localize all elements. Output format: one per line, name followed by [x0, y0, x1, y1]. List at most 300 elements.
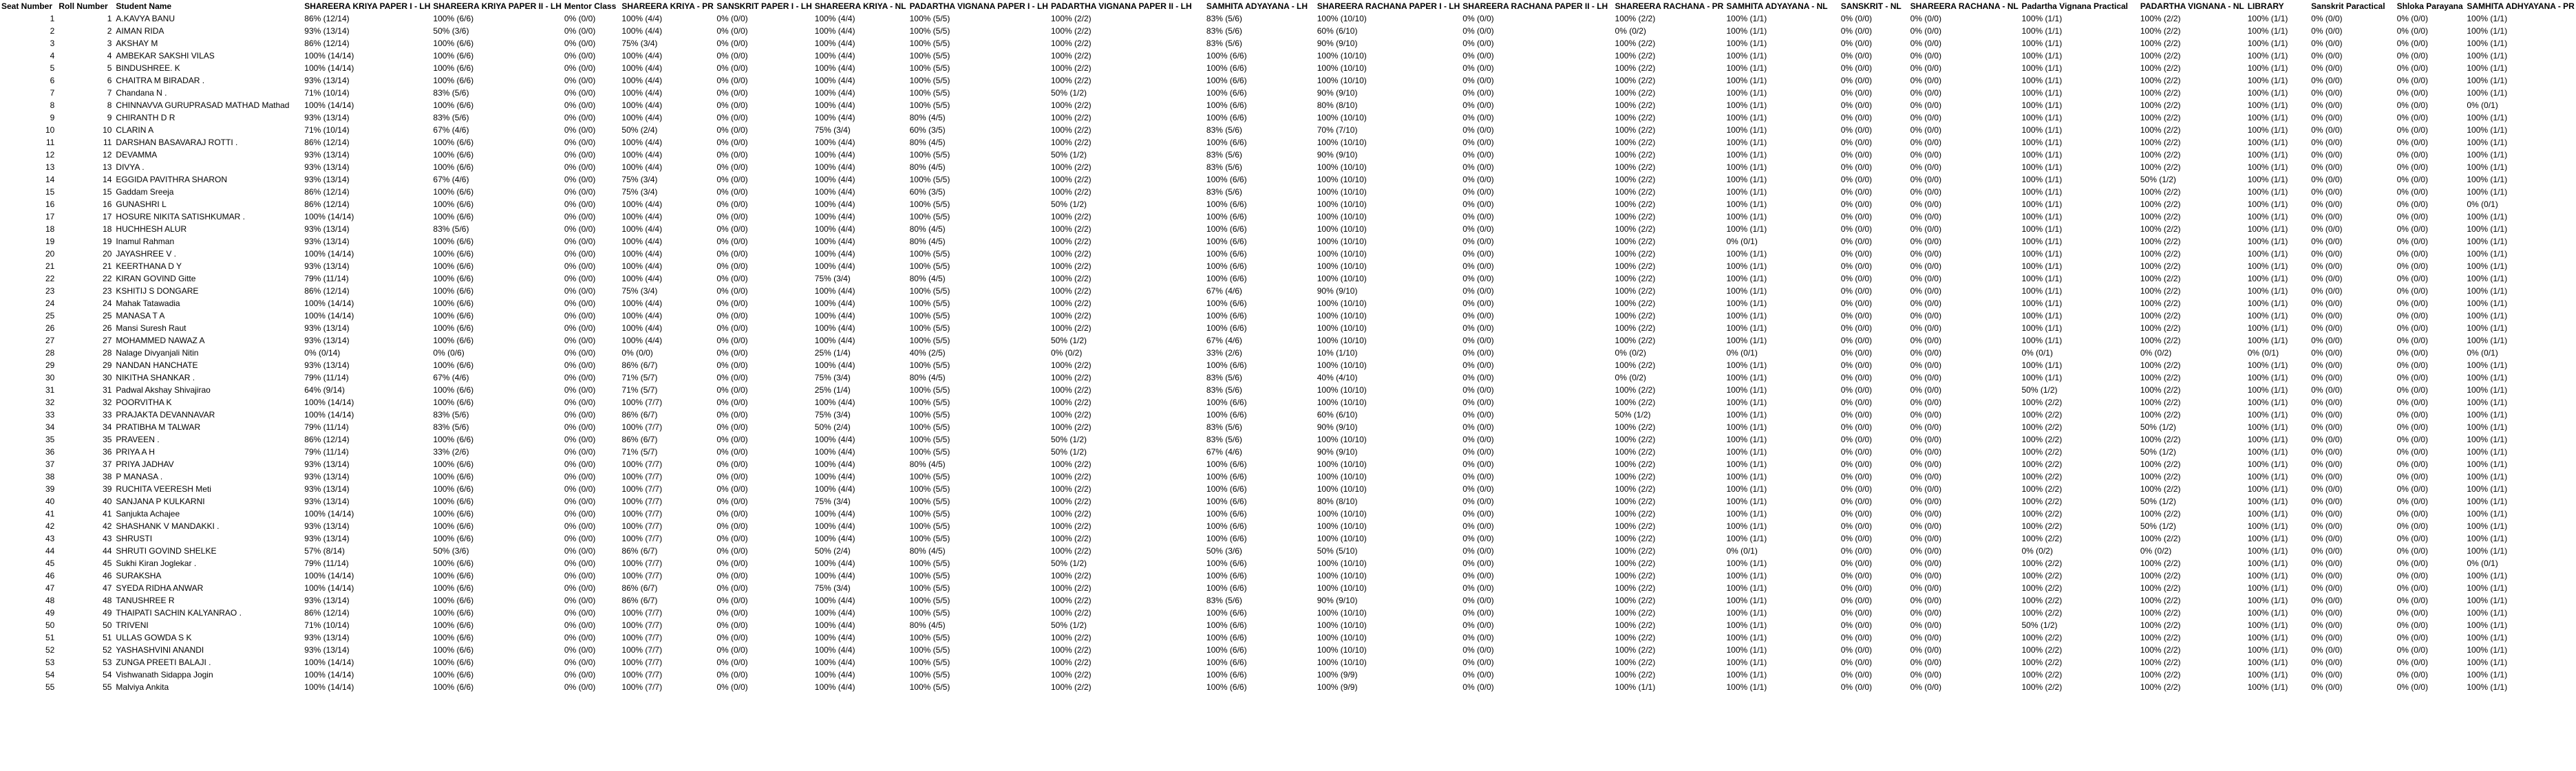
- attendance-cell[interactable]: 0% (0/0): [1840, 682, 1873, 692]
- attendance-cell[interactable]: 0% (0/0): [2311, 373, 2343, 382]
- attendance-cell[interactable]: 100% (2/2): [1050, 472, 1092, 481]
- attendance-cell[interactable]: 100% (2/2): [1050, 658, 1092, 667]
- attendance-cell[interactable]: 0% (0/0): [1462, 546, 1494, 556]
- attendance-cell[interactable]: 100% (6/6): [433, 633, 474, 642]
- attendance-cell[interactable]: 100% (5/5): [909, 286, 950, 296]
- attendance-cell[interactable]: 0% (0/0): [2396, 286, 2428, 296]
- seat-number-cell[interactable]: 24: [45, 298, 55, 308]
- attendance-cell[interactable]: 100% (2/2): [2021, 497, 2063, 506]
- attendance-cell[interactable]: 100% (2/2): [1615, 546, 1656, 556]
- column-header[interactable]: SANSKRIT PAPER I - LH: [716, 1, 812, 11]
- roll-number-cell[interactable]: 1: [107, 14, 112, 23]
- attendance-cell[interactable]: 100% (2/2): [1615, 447, 1656, 457]
- attendance-cell[interactable]: 100% (2/2): [1615, 261, 1656, 271]
- attendance-cell[interactable]: 100% (5/5): [909, 658, 950, 667]
- attendance-cell[interactable]: 83% (5/6): [433, 88, 469, 98]
- seat-number-cell[interactable]: 27: [45, 336, 55, 345]
- attendance-cell[interactable]: 100% (1/1): [1726, 199, 1767, 209]
- attendance-cell[interactable]: 0% (0/0): [1910, 274, 1941, 283]
- attendance-cell[interactable]: 0% (0/0): [2396, 546, 2428, 556]
- roll-number-cell[interactable]: 10: [103, 125, 112, 135]
- attendance-cell[interactable]: 100% (2/2): [1615, 422, 1656, 432]
- attendance-cell[interactable]: 0% (0/0): [716, 682, 748, 692]
- attendance-cell[interactable]: 100% (14/14): [304, 100, 354, 110]
- attendance-cell[interactable]: 100% (10/10): [1317, 162, 1367, 172]
- attendance-cell[interactable]: 100% (4/4): [621, 212, 663, 221]
- attendance-cell[interactable]: 0% (0/0): [2311, 286, 2343, 296]
- attendance-cell[interactable]: 71% (5/7): [621, 373, 658, 382]
- attendance-cell[interactable]: 100% (6/6): [433, 187, 474, 197]
- attendance-cell[interactable]: 50% (1/2): [1050, 336, 1087, 345]
- attendance-cell[interactable]: 0% (0/0): [2311, 199, 2343, 209]
- attendance-cell[interactable]: 100% (10/10): [1317, 237, 1367, 246]
- attendance-cell[interactable]: 80% (4/5): [909, 546, 946, 556]
- attendance-cell[interactable]: 100% (4/4): [621, 237, 663, 246]
- attendance-cell[interactable]: 100% (6/6): [1206, 472, 1247, 481]
- attendance-cell[interactable]: 100% (4/4): [621, 336, 663, 345]
- attendance-cell[interactable]: 71% (5/7): [621, 447, 658, 457]
- attendance-cell[interactable]: 100% (4/4): [814, 558, 855, 568]
- attendance-cell[interactable]: 100% (1/1): [2247, 682, 2288, 692]
- attendance-cell[interactable]: 0% (0/0): [564, 76, 596, 85]
- attendance-cell[interactable]: 100% (1/1): [2247, 162, 2288, 172]
- attendance-cell[interactable]: 100% (4/4): [814, 608, 855, 618]
- attendance-cell[interactable]: 100% (2/2): [1615, 596, 1656, 605]
- attendance-cell[interactable]: 100% (2/2): [1050, 459, 1092, 469]
- attendance-cell[interactable]: 100% (1/1): [2467, 249, 2508, 259]
- attendance-cell[interactable]: 100% (10/10): [1317, 534, 1367, 543]
- attendance-cell[interactable]: 100% (4/4): [621, 150, 663, 160]
- seat-number-cell[interactable]: 25: [45, 311, 55, 321]
- attendance-cell[interactable]: 100% (2/2): [1050, 187, 1092, 197]
- student-name-cell[interactable]: YASHASHVINI ANANDI: [116, 645, 204, 655]
- attendance-cell[interactable]: 0% (0/0): [1910, 175, 1941, 184]
- seat-number-cell[interactable]: 22: [45, 274, 55, 283]
- attendance-cell[interactable]: 100% (1/1): [2021, 113, 2063, 122]
- attendance-cell[interactable]: 79% (11/14): [304, 274, 349, 283]
- attendance-cell[interactable]: 100% (1/1): [2247, 311, 2288, 321]
- attendance-cell[interactable]: 100% (1/1): [2247, 150, 2288, 160]
- attendance-cell[interactable]: 100% (6/6): [433, 360, 474, 370]
- attendance-cell[interactable]: 0% (0/0): [2396, 509, 2428, 519]
- attendance-cell[interactable]: 0% (0/0): [564, 199, 596, 209]
- attendance-cell[interactable]: 0% (0/0): [1840, 435, 1873, 444]
- attendance-cell[interactable]: 0% (0/0): [564, 472, 596, 481]
- attendance-cell[interactable]: 93% (13/14): [304, 472, 350, 481]
- attendance-cell[interactable]: 100% (1/1): [2021, 311, 2063, 321]
- attendance-cell[interactable]: 100% (1/1): [1726, 274, 1767, 283]
- attendance-cell[interactable]: 0% (0/0): [2396, 620, 2428, 630]
- roll-number-cell[interactable]: 23: [103, 286, 112, 296]
- attendance-cell[interactable]: 100% (10/10): [1317, 459, 1367, 469]
- attendance-cell[interactable]: 100% (5/5): [909, 336, 950, 345]
- attendance-cell[interactable]: 100% (1/1): [1726, 670, 1767, 680]
- attendance-cell[interactable]: 75% (3/4): [621, 175, 658, 184]
- attendance-cell[interactable]: 0% (0/0): [1462, 212, 1494, 221]
- attendance-cell[interactable]: 100% (4/4): [814, 162, 855, 172]
- student-name-cell[interactable]: ULLAS GOWDA S K: [116, 633, 192, 642]
- attendance-cell[interactable]: 100% (10/10): [1317, 484, 1367, 494]
- attendance-cell[interactable]: 67% (4/6): [1206, 286, 1242, 296]
- attendance-cell[interactable]: 100% (6/6): [433, 311, 474, 321]
- attendance-cell[interactable]: 0% (0/0): [1840, 51, 1873, 61]
- attendance-cell[interactable]: 100% (1/1): [2021, 88, 2063, 98]
- attendance-cell[interactable]: 100% (2/2): [1615, 150, 1656, 160]
- attendance-cell[interactable]: 100% (2/2): [2140, 484, 2181, 494]
- attendance-cell[interactable]: 100% (2/2): [1615, 162, 1656, 172]
- attendance-cell[interactable]: 75% (3/4): [621, 187, 658, 197]
- student-name-cell[interactable]: DARSHAN BASAVARAJ ROTTI .: [116, 138, 238, 147]
- attendance-cell[interactable]: 100% (10/10): [1317, 472, 1367, 481]
- attendance-cell[interactable]: 100% (1/1): [2467, 150, 2508, 160]
- attendance-cell[interactable]: 100% (2/2): [2140, 509, 2181, 519]
- attendance-cell[interactable]: 0% (0/0): [1462, 682, 1494, 692]
- attendance-cell[interactable]: 100% (14/14): [304, 583, 354, 593]
- attendance-cell[interactable]: 0% (0/0): [1462, 323, 1494, 333]
- attendance-cell[interactable]: 100% (2/2): [2140, 274, 2181, 283]
- attendance-cell[interactable]: 83% (5/6): [1206, 14, 1242, 23]
- attendance-cell[interactable]: 0% (0/0): [2311, 596, 2343, 605]
- roll-number-cell[interactable]: 13: [103, 162, 112, 172]
- attendance-cell[interactable]: 0% (0/0): [1910, 645, 1941, 655]
- attendance-cell[interactable]: 0% (0/1): [1726, 348, 1758, 358]
- attendance-cell[interactable]: 0% (0/0): [1462, 633, 1494, 642]
- attendance-cell[interactable]: 50% (1/2): [1050, 88, 1087, 98]
- attendance-cell[interactable]: 64% (9/14): [304, 385, 345, 395]
- attendance-cell[interactable]: 100% (1/1): [2247, 212, 2288, 221]
- attendance-cell[interactable]: 83% (5/6): [433, 113, 469, 122]
- attendance-cell[interactable]: 100% (1/1): [1726, 336, 1767, 345]
- attendance-cell[interactable]: 0% (0/0): [1462, 658, 1494, 667]
- attendance-cell[interactable]: 67% (4/6): [433, 175, 469, 184]
- attendance-cell[interactable]: 100% (2/2): [2021, 447, 2063, 457]
- attendance-cell[interactable]: 100% (10/10): [1317, 435, 1367, 444]
- attendance-cell[interactable]: 100% (1/1): [2467, 336, 2508, 345]
- attendance-cell[interactable]: 0% (0/0): [1910, 435, 1941, 444]
- attendance-cell[interactable]: 100% (2/2): [1050, 311, 1092, 321]
- attendance-cell[interactable]: 100% (6/6): [1206, 63, 1247, 73]
- attendance-cell[interactable]: 100% (2/2): [1615, 459, 1656, 469]
- attendance-cell[interactable]: 100% (10/10): [1317, 261, 1367, 271]
- attendance-cell[interactable]: 0% (0/0): [1840, 385, 1873, 395]
- attendance-cell[interactable]: 0% (0/1): [2467, 100, 2498, 110]
- attendance-cell[interactable]: 100% (4/4): [814, 447, 855, 457]
- attendance-cell[interactable]: 100% (1/1): [2247, 199, 2288, 209]
- column-header[interactable]: Roll Number: [58, 1, 108, 11]
- roll-number-cell[interactable]: 28: [103, 348, 112, 358]
- attendance-cell[interactable]: 100% (7/7): [621, 472, 663, 481]
- attendance-cell[interactable]: 100% (2/2): [1050, 682, 1092, 692]
- attendance-cell[interactable]: 100% (4/4): [814, 571, 855, 580]
- attendance-cell[interactable]: 100% (1/1): [2247, 447, 2288, 457]
- roll-number-cell[interactable]: 22: [103, 274, 112, 283]
- seat-number-cell[interactable]: 52: [45, 645, 55, 655]
- attendance-cell[interactable]: 83% (5/6): [1206, 187, 1242, 197]
- attendance-cell[interactable]: 100% (2/2): [1615, 571, 1656, 580]
- attendance-cell[interactable]: 100% (6/6): [1206, 138, 1247, 147]
- attendance-cell[interactable]: 100% (5/5): [909, 88, 950, 98]
- attendance-cell[interactable]: 0% (0/0): [716, 373, 748, 382]
- attendance-cell[interactable]: 0% (0/0): [2396, 447, 2428, 457]
- attendance-cell[interactable]: 0% (0/1): [1726, 546, 1758, 556]
- attendance-cell[interactable]: 0% (0/0): [2311, 63, 2343, 73]
- roll-number-cell[interactable]: 30: [103, 373, 112, 382]
- attendance-cell[interactable]: 83% (5/6): [1206, 125, 1242, 135]
- attendance-cell[interactable]: 80% (4/5): [909, 224, 946, 234]
- attendance-cell[interactable]: 0% (0/0): [1840, 212, 1873, 221]
- attendance-cell[interactable]: 100% (1/1): [1726, 150, 1767, 160]
- attendance-cell[interactable]: 100% (14/14): [304, 298, 354, 308]
- attendance-cell[interactable]: 100% (1/1): [2247, 472, 2288, 481]
- attendance-cell[interactable]: 100% (5/5): [909, 26, 950, 36]
- attendance-cell[interactable]: 100% (1/1): [2467, 373, 2508, 382]
- attendance-cell[interactable]: 100% (1/1): [2467, 608, 2508, 618]
- attendance-cell[interactable]: 0% (0/0): [1910, 261, 1941, 271]
- attendance-cell[interactable]: 0% (0/0): [564, 398, 596, 407]
- attendance-cell[interactable]: 100% (6/6): [1206, 670, 1247, 680]
- attendance-cell[interactable]: 83% (5/6): [1206, 422, 1242, 432]
- attendance-cell[interactable]: 100% (7/7): [621, 558, 663, 568]
- attendance-cell[interactable]: 100% (7/7): [621, 670, 663, 680]
- attendance-cell[interactable]: 93% (13/14): [304, 534, 350, 543]
- attendance-cell[interactable]: 0% (0/0): [1462, 274, 1494, 283]
- attendance-cell[interactable]: 100% (2/2): [1615, 558, 1656, 568]
- attendance-cell[interactable]: 100% (4/4): [814, 51, 855, 61]
- attendance-cell[interactable]: 0% (0/0): [1840, 187, 1873, 197]
- attendance-cell[interactable]: 100% (5/5): [909, 484, 950, 494]
- attendance-cell[interactable]: 93% (13/14): [304, 26, 350, 36]
- attendance-cell[interactable]: 0% (0/0): [2396, 633, 2428, 642]
- attendance-cell[interactable]: 86% (12/14): [304, 435, 350, 444]
- attendance-cell[interactable]: 100% (1/1): [2467, 311, 2508, 321]
- attendance-cell[interactable]: 0% (0/0): [2311, 670, 2343, 680]
- attendance-cell[interactable]: 0% (0/0): [1462, 360, 1494, 370]
- attendance-cell[interactable]: 80% (4/5): [909, 113, 946, 122]
- attendance-cell[interactable]: 100% (1/1): [2247, 608, 2288, 618]
- attendance-cell[interactable]: 0% (0/0): [564, 212, 596, 221]
- attendance-cell[interactable]: 100% (2/2): [1615, 175, 1656, 184]
- attendance-cell[interactable]: 90% (9/10): [1317, 286, 1358, 296]
- attendance-cell[interactable]: 0% (0/0): [2311, 484, 2343, 494]
- student-name-cell[interactable]: KEERTHANA D Y: [116, 261, 182, 271]
- student-name-cell[interactable]: HOSURE NIKITA SATISHKUMAR .: [116, 212, 246, 221]
- seat-number-cell[interactable]: 2: [50, 26, 55, 36]
- attendance-cell[interactable]: 100% (5/5): [909, 447, 950, 457]
- attendance-cell[interactable]: 0% (0/0): [1462, 26, 1494, 36]
- attendance-cell[interactable]: 0% (0/0): [1840, 484, 1873, 494]
- attendance-cell[interactable]: 86% (12/14): [304, 14, 350, 23]
- attendance-cell[interactable]: 100% (7/7): [621, 398, 663, 407]
- attendance-cell[interactable]: 100% (2/2): [1615, 76, 1656, 85]
- attendance-cell[interactable]: 100% (4/4): [621, 63, 663, 73]
- student-name-cell[interactable]: NIKITHA SHANKAR .: [116, 373, 195, 382]
- attendance-cell[interactable]: 100% (4/4): [814, 336, 855, 345]
- attendance-cell[interactable]: 0% (0/0): [2396, 435, 2428, 444]
- seat-number-cell[interactable]: 17: [45, 212, 55, 221]
- attendance-cell[interactable]: 86% (12/14): [304, 187, 350, 197]
- attendance-cell[interactable]: 100% (6/6): [1206, 459, 1247, 469]
- attendance-cell[interactable]: 0% (0/0): [1910, 63, 1941, 73]
- attendance-cell[interactable]: 100% (4/4): [814, 311, 855, 321]
- seat-number-cell[interactable]: 16: [45, 199, 55, 209]
- attendance-cell[interactable]: 100% (4/4): [621, 14, 663, 23]
- attendance-cell[interactable]: 0% (0/0): [564, 26, 596, 36]
- attendance-cell[interactable]: 0% (0/0): [2311, 497, 2343, 506]
- roll-number-cell[interactable]: 55: [103, 682, 112, 692]
- attendance-cell[interactable]: 0% (0/0): [564, 447, 596, 457]
- attendance-cell[interactable]: 100% (10/10): [1317, 360, 1367, 370]
- attendance-cell[interactable]: 71% (10/14): [304, 125, 350, 135]
- attendance-cell[interactable]: 100% (1/1): [2247, 39, 2288, 48]
- attendance-cell[interactable]: 100% (2/2): [2140, 100, 2181, 110]
- attendance-cell[interactable]: 100% (2/2): [1615, 199, 1656, 209]
- attendance-cell[interactable]: 100% (5/5): [909, 571, 950, 580]
- attendance-cell[interactable]: 100% (1/1): [2467, 360, 2508, 370]
- attendance-cell[interactable]: 0% (0/0): [564, 373, 596, 382]
- attendance-cell[interactable]: 100% (4/4): [814, 286, 855, 296]
- attendance-cell[interactable]: 0% (0/0): [716, 546, 748, 556]
- student-name-cell[interactable]: HUCHHESH ALUR: [116, 224, 187, 234]
- attendance-cell[interactable]: 100% (1/1): [2247, 26, 2288, 36]
- attendance-cell[interactable]: 0% (0/0): [2311, 571, 2343, 580]
- attendance-cell[interactable]: 100% (10/10): [1317, 249, 1367, 259]
- attendance-cell[interactable]: 100% (6/6): [433, 645, 474, 655]
- attendance-cell[interactable]: 100% (2/2): [1050, 608, 1092, 618]
- attendance-cell[interactable]: 0% (0/0): [1462, 472, 1494, 481]
- roll-number-cell[interactable]: 45: [103, 558, 112, 568]
- student-name-cell[interactable]: Chandana N .: [116, 88, 167, 98]
- attendance-cell[interactable]: 0% (0/0): [716, 63, 748, 73]
- attendance-cell[interactable]: 100% (2/2): [2140, 373, 2181, 382]
- attendance-cell[interactable]: 100% (1/1): [2247, 422, 2288, 432]
- attendance-cell[interactable]: 0% (0/0): [716, 484, 748, 494]
- attendance-cell[interactable]: 0% (0/0): [1910, 484, 1941, 494]
- attendance-cell[interactable]: 100% (1/1): [2247, 633, 2288, 642]
- attendance-cell[interactable]: 0% (0/0): [1462, 199, 1494, 209]
- attendance-cell[interactable]: 100% (2/2): [2140, 670, 2181, 680]
- attendance-cell[interactable]: 71% (5/7): [621, 385, 658, 395]
- attendance-cell[interactable]: 100% (4/4): [814, 187, 855, 197]
- attendance-cell[interactable]: 0% (0/0): [564, 286, 596, 296]
- attendance-cell[interactable]: 100% (1/1): [2021, 63, 2063, 73]
- attendance-cell[interactable]: 100% (7/7): [621, 497, 663, 506]
- attendance-cell[interactable]: 100% (1/1): [1726, 558, 1767, 568]
- attendance-cell[interactable]: 100% (1/1): [2467, 658, 2508, 667]
- attendance-cell[interactable]: 0% (0/0): [1840, 670, 1873, 680]
- attendance-cell[interactable]: 100% (2/2): [2021, 658, 2063, 667]
- attendance-cell[interactable]: 100% (1/1): [1726, 100, 1767, 110]
- attendance-cell[interactable]: 0% (0/0): [1840, 199, 1873, 209]
- attendance-cell[interactable]: 100% (6/6): [1206, 682, 1247, 692]
- attendance-cell[interactable]: 100% (2/2): [2140, 199, 2181, 209]
- attendance-cell[interactable]: 100% (1/1): [2467, 398, 2508, 407]
- attendance-cell[interactable]: 100% (2/2): [1050, 633, 1092, 642]
- attendance-cell[interactable]: 0% (0/0): [1840, 410, 1873, 420]
- attendance-cell[interactable]: 93% (13/14): [304, 323, 350, 333]
- attendance-cell[interactable]: 100% (4/4): [814, 237, 855, 246]
- attendance-cell[interactable]: 100% (5/5): [909, 249, 950, 259]
- attendance-cell[interactable]: 93% (13/14): [304, 596, 350, 605]
- attendance-cell[interactable]: 100% (1/1): [1726, 360, 1767, 370]
- attendance-cell[interactable]: 0% (0/0): [2311, 459, 2343, 469]
- attendance-cell[interactable]: 100% (1/1): [1726, 39, 1767, 48]
- attendance-cell[interactable]: 100% (6/6): [1206, 497, 1247, 506]
- seat-number-cell[interactable]: 55: [45, 682, 55, 692]
- attendance-cell[interactable]: 100% (1/1): [1726, 534, 1767, 543]
- attendance-cell[interactable]: 40% (4/10): [1317, 373, 1358, 382]
- attendance-cell[interactable]: 100% (6/6): [1206, 410, 1247, 420]
- attendance-cell[interactable]: 100% (4/4): [814, 26, 855, 36]
- attendance-cell[interactable]: 0% (0/0): [2311, 348, 2343, 358]
- roll-number-cell[interactable]: 21: [103, 261, 112, 271]
- attendance-cell[interactable]: 0% (0/0): [716, 249, 748, 259]
- attendance-cell[interactable]: 0% (0/0): [2311, 249, 2343, 259]
- roll-number-cell[interactable]: 16: [103, 199, 112, 209]
- attendance-cell[interactable]: 50% (5/10): [1317, 546, 1358, 556]
- roll-number-cell[interactable]: 34: [103, 422, 112, 432]
- attendance-cell[interactable]: 100% (1/1): [2247, 360, 2288, 370]
- attendance-cell[interactable]: 79% (11/14): [304, 422, 349, 432]
- attendance-cell[interactable]: 0% (0/0): [564, 237, 596, 246]
- attendance-cell[interactable]: 80% (8/10): [1317, 497, 1358, 506]
- attendance-cell[interactable]: 100% (4/4): [814, 199, 855, 209]
- attendance-cell[interactable]: 100% (2/2): [1050, 398, 1092, 407]
- attendance-cell[interactable]: 100% (1/1): [2467, 187, 2508, 197]
- attendance-cell[interactable]: 0% (0/0): [2396, 63, 2428, 73]
- attendance-cell[interactable]: 100% (1/1): [2467, 298, 2508, 308]
- attendance-cell[interactable]: 100% (6/6): [433, 497, 474, 506]
- attendance-cell[interactable]: 100% (2/2): [1050, 175, 1092, 184]
- attendance-cell[interactable]: 0% (0/0): [1910, 150, 1941, 160]
- seat-number-cell[interactable]: 19: [45, 237, 55, 246]
- roll-number-cell[interactable]: 4: [107, 51, 112, 61]
- attendance-cell[interactable]: 100% (7/7): [621, 521, 663, 531]
- attendance-cell[interactable]: 0% (0/0): [716, 521, 748, 531]
- attendance-cell[interactable]: 79% (11/14): [304, 373, 349, 382]
- attendance-cell[interactable]: 71% (10/14): [304, 88, 350, 98]
- roll-number-cell[interactable]: 39: [103, 484, 112, 494]
- attendance-cell[interactable]: 100% (2/2): [1050, 76, 1092, 85]
- attendance-cell[interactable]: 100% (6/6): [433, 558, 474, 568]
- attendance-cell[interactable]: 100% (5/5): [909, 497, 950, 506]
- attendance-cell[interactable]: 100% (1/1): [2467, 670, 2508, 680]
- attendance-cell[interactable]: 100% (1/1): [2021, 261, 2063, 271]
- attendance-cell[interactable]: 100% (2/2): [1050, 571, 1092, 580]
- roll-number-cell[interactable]: 8: [107, 100, 112, 110]
- attendance-cell[interactable]: 100% (2/2): [2140, 583, 2181, 593]
- attendance-cell[interactable]: 100% (1/1): [2467, 224, 2508, 234]
- attendance-cell[interactable]: 0% (0/0): [1462, 88, 1494, 98]
- student-name-cell[interactable]: TANUSHREE R: [116, 596, 175, 605]
- attendance-cell[interactable]: 100% (2/2): [2140, 658, 2181, 667]
- attendance-cell[interactable]: 100% (1/1): [1726, 658, 1767, 667]
- column-header[interactable]: SAMHITA ADHYAYANA - PR: [2467, 1, 2575, 11]
- attendance-cell[interactable]: 0% (0/0): [564, 633, 596, 642]
- attendance-cell[interactable]: 100% (6/6): [433, 670, 474, 680]
- attendance-cell[interactable]: 100% (1/1): [2467, 534, 2508, 543]
- attendance-cell[interactable]: 0% (0/0): [1462, 261, 1494, 271]
- attendance-cell[interactable]: 0% (0/0): [564, 558, 596, 568]
- attendance-cell[interactable]: 100% (1/1): [2247, 558, 2288, 568]
- attendance-cell[interactable]: 86% (6/7): [621, 435, 658, 444]
- attendance-cell[interactable]: 0% (0/0): [716, 645, 748, 655]
- attendance-cell[interactable]: 80% (4/5): [909, 274, 946, 283]
- attendance-cell[interactable]: 100% (1/1): [2247, 509, 2288, 519]
- attendance-cell[interactable]: 0% (0/0): [1840, 447, 1873, 457]
- attendance-cell[interactable]: 0% (0/0): [1840, 360, 1873, 370]
- attendance-cell[interactable]: 83% (5/6): [1206, 373, 1242, 382]
- attendance-cell[interactable]: 0% (0/0): [564, 583, 596, 593]
